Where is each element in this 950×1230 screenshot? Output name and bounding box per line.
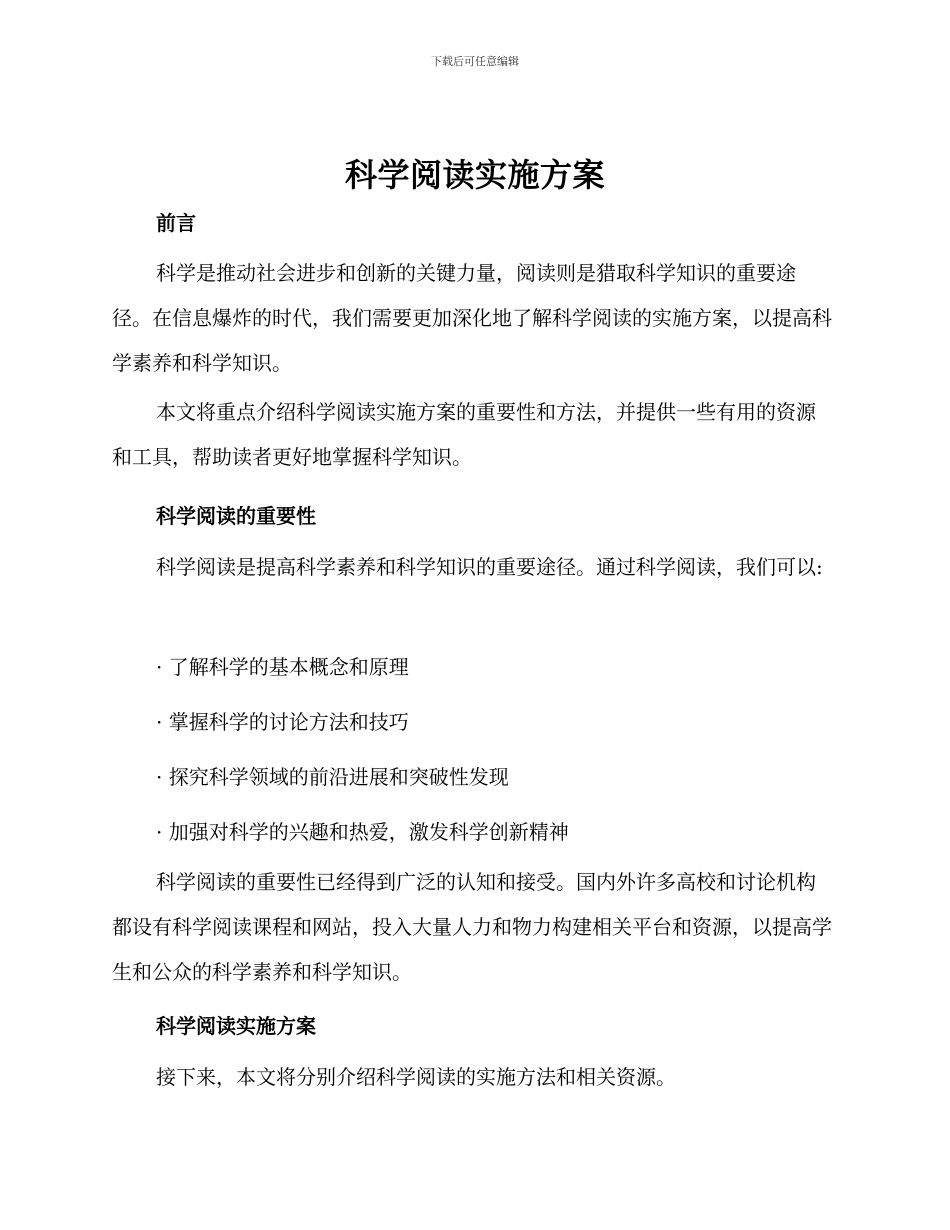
list-item: · 探究科学领域的前沿进展和突破性发现 bbox=[156, 765, 509, 789]
header-note: 下载后可任意编辑 bbox=[431, 55, 519, 68]
list-item: · 加强对科学的兴趣和热爱，激发科学创新精神 bbox=[156, 820, 569, 844]
section-heading-plan: 科学阅读实施方案 bbox=[156, 1014, 316, 1038]
paragraph-plan-1: 接下来，本文将分别介绍科学阅读的实施方法和相关资源。 bbox=[156, 1065, 676, 1089]
section-heading-preface: 前言 bbox=[156, 211, 196, 235]
paragraph-preface-2: 本文将重点介绍科学阅读实施方案的重要性和方法，并提供一些有用的资源和工具，帮助读者更好地掌握科学知识。 bbox=[112, 400, 816, 469]
paragraph-importance-2: 科学阅读的重要性已经得到广泛的认知和接受。国内外许多高校和讨论机构都设有科学阅读课程和网站，投入大量人力和物力构建相关平台和资源，以提高学生和公众的科学素养和科学知识。 bbox=[112, 870, 832, 984]
section-heading-importance: 科学阅读的重要性 bbox=[156, 504, 316, 528]
paragraph-preface-1: 科学是推动社会进步和创新的关键力量，阅读则是猎取科学知识的重要途径。在信息爆炸的时代，我们需要更加深化地了解科学阅读的实施方案，以提高科学素养和科学知识。 bbox=[112, 261, 832, 375]
list-item: · 了解科学的基本概念和原理 bbox=[156, 655, 409, 679]
list-item: · 掌握科学的讨论方法和技巧 bbox=[156, 710, 409, 734]
paragraph-importance-1: 科学阅读是提高科学素养和科学知识的重要途径。通过科学阅读，我们可以: bbox=[156, 555, 823, 579]
document-title: 科学阅读实施方案 bbox=[344, 156, 605, 194]
